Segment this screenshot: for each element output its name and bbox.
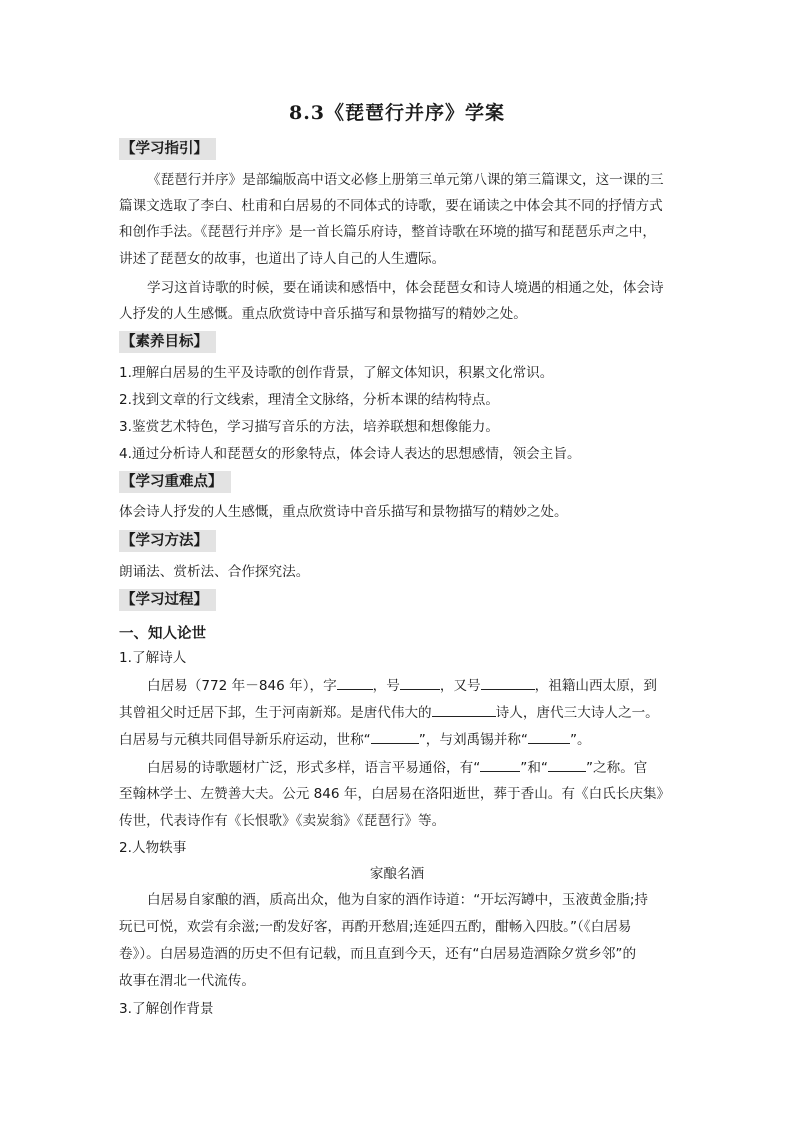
guide-line: 篇课文选取了李白、杜甫和白居易的不同体式的诗歌，要在诵读之中体会其不同的抒情方式 <box>119 198 663 214</box>
section-heading-goals: 【素养目标】 <box>119 331 216 353</box>
fill-blank[interactable] <box>548 757 586 772</box>
poet-line: 白居易（772 年－846 年），字 ，号 ，又号 ，祖籍山西太原，到 <box>147 675 657 696</box>
item-heading: 3.了解创作背景 <box>119 1001 214 1017</box>
poet-line: 白居易与元稹共同倡导新乐府运动，世称“ ”，与刘禹锡并称“ ”。 <box>119 729 591 750</box>
poet-line: 白居易的诗歌题材广泛，形式多样，语言平易通俗，有“ ”和“ ”之称。官 <box>147 757 647 778</box>
keypoints-text: 体会诗人抒发的人生感慨，重点欣赏诗中音乐描写和景物描写的精妙之处。 <box>119 504 568 520</box>
section-heading-guide: 【学习指引】 <box>119 138 216 160</box>
guide-line: 学习这首诗歌的时候，要在诵读和感悟中，体会琵琶女和诗人境遇的相通之处，体会诗 <box>147 280 664 296</box>
fill-blank[interactable] <box>371 729 419 744</box>
page-title: 8.3《琵琶行并序》学案 <box>288 102 506 124</box>
fill-blank[interactable] <box>528 729 570 744</box>
poet-line: 其曾祖父时迁居下邽，生于河南新郑。是唐代伟大的 诗人，唐代三大诗人之一。 <box>119 702 659 723</box>
goal-item: 3.鉴赏艺术特色，学习描写音乐的方法，培养联想和想像能力。 <box>119 419 499 435</box>
guide-line: 讲述了琵琶女的故事，也道出了诗人自己的人生遭际。 <box>119 251 446 267</box>
guide-line: 人抒发的人生感慨。重点欣赏诗中音乐描写和景物描写的精妙之处。 <box>119 306 527 322</box>
poet-line: 传世，代表诗作有《长恨歌》《卖炭翁》《琵琶行》等。 <box>119 813 446 829</box>
story-line: 白居易自家酿的酒，质高出众，他为自家的酒作诗道：“开坛泻罇中，玉液黄金脂;持 <box>147 892 648 908</box>
goal-item: 1.理解白居易的生平及诗歌的创作背景，了解文体知识，积累文化常识。 <box>119 365 554 381</box>
story-title: 家酿名酒 <box>369 866 425 882</box>
poet-line: 至翰林学士、左赞善大夫。公元 846 年，白居易在洛阳逝世，葬于香山。有《白氏长庆集》 <box>119 786 671 802</box>
item-heading: 2.人物轶事 <box>119 840 187 856</box>
story-line: 卷》）。白居易造酒的历史不但有记载，而且直到今天，还有“白居易造酒除夕赏乡邻”的 <box>119 946 637 962</box>
goal-item: 2.找到文章的行文线索，理清全文脉络，分析本课的结构特点。 <box>119 392 499 408</box>
fill-blank[interactable] <box>481 675 535 690</box>
guide-line: 《琵琶行并序》是部编版高中语文必修上册第三单元第八课的第三篇课文，这一课的三 <box>147 172 664 188</box>
method-text: 朗诵法、赏析法、合作探究法。 <box>119 564 310 580</box>
section-heading-process: 【学习过程】 <box>119 589 216 611</box>
part-heading: 一、知人论世 <box>119 626 206 642</box>
story-line: 故事在渭北一代流传。 <box>119 973 255 989</box>
fill-blank[interactable] <box>337 675 373 690</box>
section-heading-method: 【学习方法】 <box>119 530 216 552</box>
fill-blank[interactable] <box>432 702 496 717</box>
fill-blank[interactable] <box>400 675 440 690</box>
item-heading: 1.了解诗人 <box>119 650 187 666</box>
fill-blank[interactable] <box>480 757 520 772</box>
story-line: 玩已可悦，欢尝有余滋;一酌发好客，再酌开愁眉;连延四五酌，酣畅入四肢。”（《白居易 <box>119 919 632 935</box>
section-heading-keypoints: 【学习重难点】 <box>119 471 231 493</box>
goal-item: 4.通过分析诗人和琵琶女的形象特点，体会诗人表达的思想感情，领会主旨。 <box>119 446 581 462</box>
guide-line: 和创作手法。《琵琶行并序》是一首长篇乐府诗，整首诗歌在环境的描写和琵琶乐声之中， <box>119 224 656 240</box>
